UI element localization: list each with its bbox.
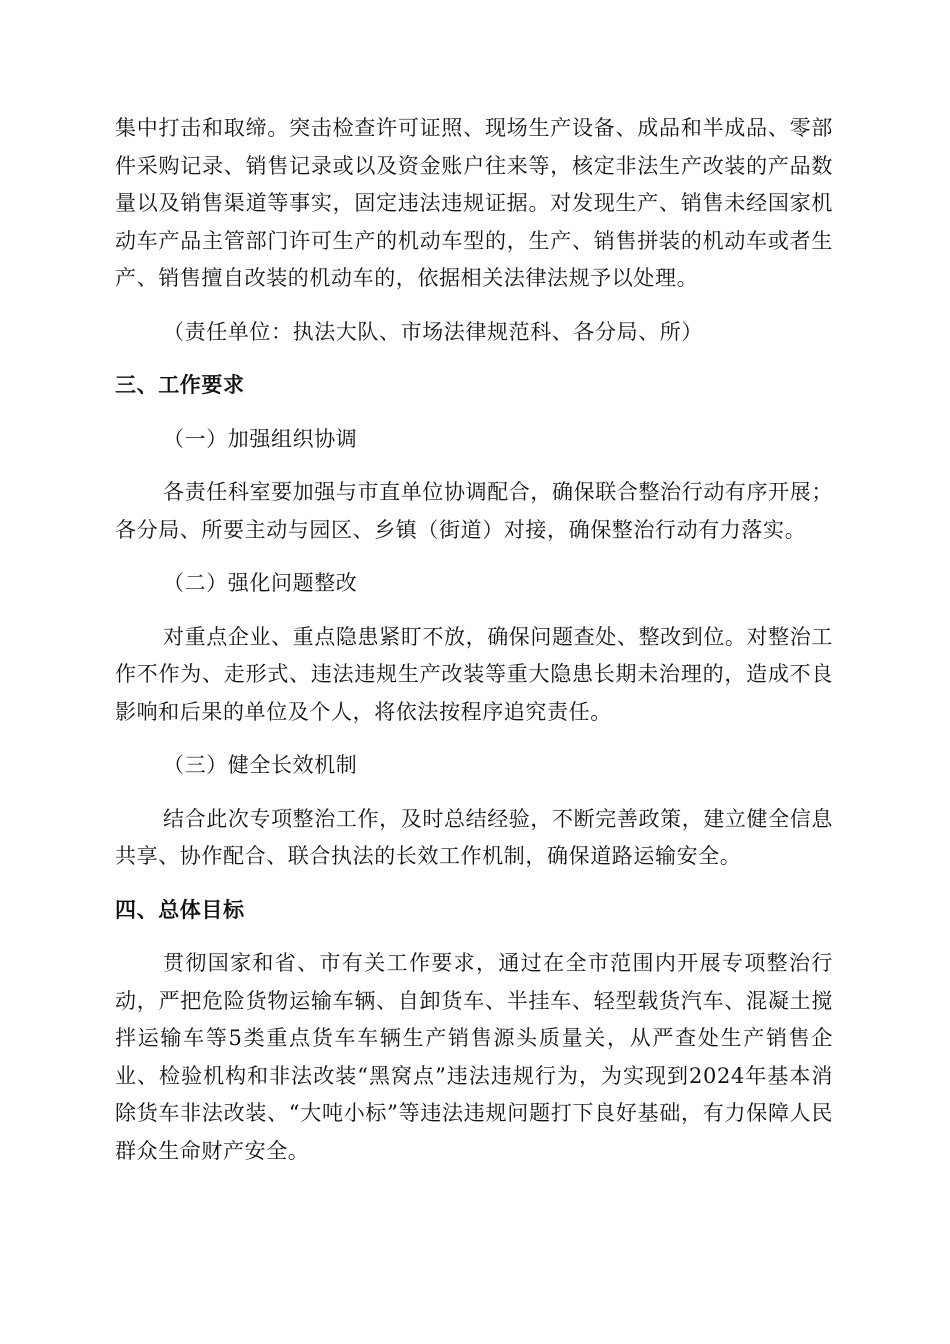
paragraph-mechanism: 结合此次专项整治工作，及时总结经验，不断完善政策，建立健全信息共享、协作配合、联合执法的长效工作机制，确保道路运输安全。 bbox=[115, 806, 833, 868]
paragraph-rectification: 对重点企业、重点隐患紧盯不放，确保问题查处、整改到位。对整治工作不作为、走形式、违法违规生产改装等重大隐患长期未治理的，造成不良影响和后果的单位及个人，将依法按程序追究责任。 bbox=[115, 624, 833, 724]
subheading-organization: （一）加强组织协调 bbox=[163, 426, 358, 451]
subheading-rectification: （二）强化问题整改 bbox=[163, 571, 358, 595]
responsible-units-note: （责任单位：执法大队、市场法律规范科、各分局、所） bbox=[163, 319, 703, 344]
paragraph-overall-goals: 贯彻国家和省、市有关工作要求，通过在全市范围内开展专项整治行动，严把危险货物运输车辆、自卸货车、半挂车、轻型载货汽车、混凝土搅拌运输车等5类重点货车车辆生产销售源头质量关，从严查处生产销售企业、检验机构和非法改装“黑窝点”违法违规行为，为实现到2024年基本消除货车非法改装、“大吨小标”等违法违规问题打下良好基础，有力保障人民群众生命财产安全。 bbox=[115, 951, 833, 1163]
paragraph-continued: 集中打击和取缔。突击检查许可证照、现场生产设备、成品和半成品、零部件采购记录、销售记录或以及资金账户往来等，核定非法生产改装的产品数量以及销售渠道等事实，固定违法违规证据。对发现生产、销售未经国家机动车产品主管部门许可生产的机动车型的，生产、销售拼装的机动车或者生产、销售擅自改装的机动车的，依据相关法律法规予以处理。 bbox=[115, 116, 833, 290]
section-heading-overall-goals: 四、总体目标 bbox=[115, 897, 245, 922]
paragraph-organization: 各责任科室要加强与市直单位协调配合，确保联合整治行动有序开展；各分局、所要主动与园区、乡镇（街道）对接，确保整治行动有力落实。 bbox=[115, 480, 833, 542]
subheading-mechanism: （三）健全长效机制 bbox=[163, 753, 358, 777]
section-heading-work-requirements: 三、工作要求 bbox=[115, 373, 245, 397]
document-body bbox=[115, 110, 833, 1170]
